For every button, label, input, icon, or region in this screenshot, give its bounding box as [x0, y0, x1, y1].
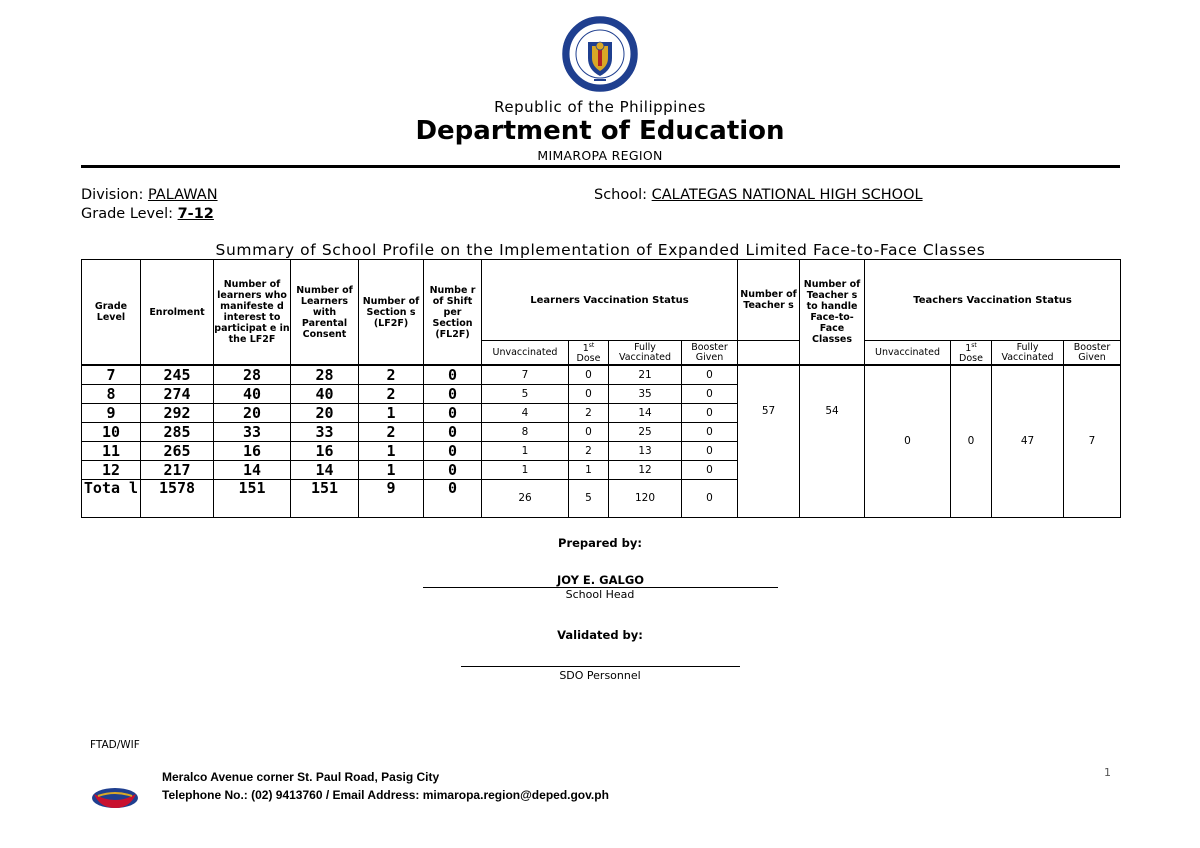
total-enrolment-cell: 1578	[141, 479, 214, 517]
shifts-cell: 0	[424, 422, 482, 441]
fully-vaccinated-cell: 21	[609, 365, 682, 384]
footer-address: Meralco Avenue corner St. Paul Road, Pasig City	[162, 770, 440, 784]
unvaccinated-cell: 1	[482, 460, 569, 479]
validated-by-role: SDO Personnel	[559, 669, 641, 682]
prepared-by-role: School Head	[565, 588, 635, 601]
grade-cell: 7	[82, 365, 141, 384]
shifts-header: Numbe r of Shift per Section (FL2F)	[424, 260, 482, 366]
fully-vaccinated-cell: 25	[609, 422, 682, 441]
teachers-vax-header: Teachers Vaccination Status	[865, 260, 1121, 341]
teachers-header: Number of Teacher s	[738, 260, 800, 341]
enrolment-cell: 217	[141, 460, 214, 479]
total-label-cell: Tota l	[82, 479, 141, 517]
total-shifts-cell: 0	[424, 479, 482, 517]
grade-cell: 8	[82, 384, 141, 403]
total-unvaccinated-cell: 26	[482, 479, 569, 517]
interest-cell: 16	[214, 441, 291, 460]
total-fully-vaccinated-cell: 120	[609, 479, 682, 517]
learners-vax-header: Learners Vaccination Status	[482, 260, 738, 341]
interest-cell: 28	[214, 365, 291, 384]
teachers-header-spacer	[738, 341, 800, 366]
booster-cell: 0	[682, 403, 738, 422]
consent-cell: 14	[291, 460, 359, 479]
first-dose-cell: 0	[569, 422, 609, 441]
first-dose-word: Dose	[959, 353, 983, 365]
consent-cell: 40	[291, 384, 359, 403]
total-consent-cell: 151	[291, 479, 359, 517]
teachers-first-dose-header	[951, 341, 992, 366]
sections-cell: 1	[359, 403, 424, 422]
learners-fully-header: Fully Vaccinated	[609, 341, 682, 366]
teachers-f2f-count-value: 54	[825, 405, 839, 418]
fully-vaccinated-cell: 13	[609, 441, 682, 460]
first-dose-word: Dose	[576, 353, 601, 365]
teachers-booster-cell: 7	[1064, 365, 1121, 517]
grade-cell: 11	[82, 441, 141, 460]
teachers-fully-cell: 47	[992, 365, 1064, 517]
total-sections-cell: 9	[359, 479, 424, 517]
division-label: Division:	[81, 187, 148, 203]
first-dose-cell: 1	[569, 460, 609, 479]
page-number: 1	[1104, 766, 1111, 779]
deped-seal-icon	[562, 16, 638, 92]
unvaccinated-cell: 5	[482, 384, 569, 403]
total-booster-cell: 0	[682, 479, 738, 517]
teachers-booster-header: Booster Given	[1064, 341, 1121, 366]
enrolment-cell: 265	[141, 441, 214, 460]
shifts-cell: 0	[424, 460, 482, 479]
teachers-count-cell	[738, 365, 800, 517]
school-value: CALATEGAS NATIONAL HIGH SCHOOL	[651, 187, 923, 203]
unvaccinated-cell: 1	[482, 441, 569, 460]
teachers-unvaccinated-header: Unvaccinated	[865, 341, 951, 366]
enrolment-cell: 285	[141, 422, 214, 441]
grade-level-header: Grade Level	[82, 260, 141, 366]
first-dose-sup: st	[971, 342, 977, 349]
first-dose-num: 1	[582, 343, 589, 355]
total-interest-cell: 151	[214, 479, 291, 517]
grade-level-info	[81, 206, 214, 222]
republic-heading: Republic of the Philippines	[494, 98, 706, 116]
validated-by-label: Validated by:	[557, 628, 643, 642]
sections-cell: 2	[359, 422, 424, 441]
enrolment-cell: 274	[141, 384, 214, 403]
unvaccinated-cell: 8	[482, 422, 569, 441]
teachers-f2f-header: Number of Teacher s to handle Face-to-Face Classes	[800, 260, 865, 366]
interest-cell: 20	[214, 403, 291, 422]
booster-cell: 0	[682, 441, 738, 460]
grade-cell: 10	[82, 422, 141, 441]
first-dose-cell: 0	[569, 365, 609, 384]
enrolment-cell: 245	[141, 365, 214, 384]
unvaccinated-cell: 7	[482, 365, 569, 384]
booster-cell: 0	[682, 460, 738, 479]
consent-header: Number of Learners with Parental Consent	[291, 260, 359, 366]
consent-cell: 28	[291, 365, 359, 384]
teachers-f2f-count-cell	[800, 365, 865, 517]
region-heading: MIMAROPA REGION	[537, 148, 663, 163]
grade-cell: 12	[82, 460, 141, 479]
learners-booster-header: Booster Given	[682, 341, 738, 366]
division-value: PALAWAN	[147, 187, 218, 203]
footer-code: FTAD/WIF	[90, 739, 140, 751]
prepared-by-label: Prepared by:	[558, 536, 642, 550]
fully-vaccinated-cell: 14	[609, 403, 682, 422]
consent-cell: 33	[291, 422, 359, 441]
first-dose-num: 1	[965, 343, 972, 355]
fully-vaccinated-cell: 12	[609, 460, 682, 479]
division-info	[81, 187, 218, 203]
validated-signature-line	[461, 666, 740, 667]
grade-level-value: 7-12	[177, 206, 214, 222]
first-dose-cell: 0	[569, 384, 609, 403]
shifts-cell: 0	[424, 441, 482, 460]
learners-first-dose-header	[569, 341, 609, 366]
first-dose-sup: st	[588, 342, 595, 349]
first-dose-cell: 2	[569, 441, 609, 460]
sections-cell: 1	[359, 441, 424, 460]
shifts-cell: 0	[424, 365, 482, 384]
teachers-fully-header: Fully Vaccinated	[992, 341, 1064, 366]
header-rule	[81, 165, 1120, 168]
booster-cell: 0	[682, 365, 738, 384]
school-info	[594, 187, 923, 203]
interest-cell: 14	[214, 460, 291, 479]
sections-cell: 2	[359, 384, 424, 403]
document-title: Summary of School Profile on the Implementation of Expanded Limited Face-to-Face Classes	[215, 241, 986, 259]
teachers-unvaccinated-cell: 0	[865, 365, 951, 517]
enrolment-cell: 292	[141, 403, 214, 422]
fully-vaccinated-cell: 35	[609, 384, 682, 403]
enrolment-header: Enrolment	[141, 260, 214, 366]
booster-cell: 0	[682, 422, 738, 441]
shifts-cell: 0	[424, 403, 482, 422]
sections-cell: 1	[359, 460, 424, 479]
unvaccinated-cell: 4	[482, 403, 569, 422]
consent-cell: 16	[291, 441, 359, 460]
consent-cell: 20	[291, 403, 359, 422]
table-row	[82, 365, 1121, 384]
prepared-by-name: JOY E. GALGO	[423, 574, 778, 588]
interest-cell: 33	[214, 422, 291, 441]
sections-header: Number of Section s (LF2F)	[359, 260, 424, 366]
total-first-dose-cell: 5	[569, 479, 609, 517]
teachers-count-value: 57	[761, 405, 776, 418]
grade-level-label: Grade Level:	[81, 206, 178, 222]
booster-cell: 0	[682, 384, 738, 403]
footer-contact: Telephone No.: (02) 9413760 / Email Address: mimaropa.region@deped.gov.ph	[162, 788, 609, 802]
shifts-cell: 0	[424, 384, 482, 403]
footer-logo-icon	[90, 786, 140, 810]
learners-unvaccinated-header: Unvaccinated	[482, 341, 569, 366]
interest-cell: 40	[214, 384, 291, 403]
department-heading: Department of Education	[415, 116, 785, 146]
interest-header: Number of learners who manifeste d interest to participat e in the LF2F	[214, 260, 291, 366]
first-dose-cell: 2	[569, 403, 609, 422]
grade-cell: 9	[82, 403, 141, 422]
school-profile-table	[81, 259, 1121, 518]
sections-cell: 2	[359, 365, 424, 384]
teachers-first-dose-cell: 0	[951, 365, 992, 517]
school-label: School:	[594, 187, 652, 203]
